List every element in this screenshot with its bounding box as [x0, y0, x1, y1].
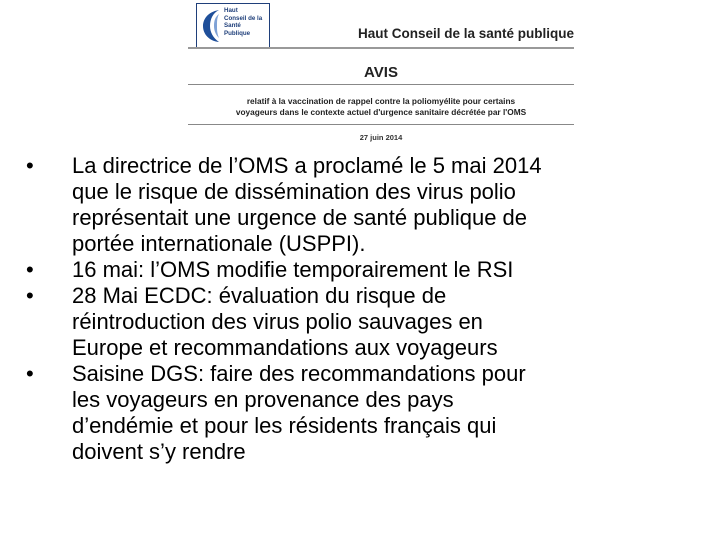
avis-subtitle-line: relatif à la vaccination de rappel contre la poliomyélite pour certains	[246, 96, 516, 106]
bullet-text-line: La directrice de l’OMS a proclamé le 5 mai 2014	[72, 153, 542, 178]
bullet-item	[26, 283, 706, 361]
bullet-icon: •	[26, 361, 34, 386]
bullet-text-line: représentait une urgence de santé publique de	[72, 205, 528, 230]
bullet-icon: •	[26, 283, 34, 308]
logo-text	[224, 7, 268, 37]
bullet-text-line: Saisine DGS: faire des recommandations pour	[72, 361, 526, 386]
header-divider	[188, 47, 574, 49]
document-header-image	[188, 0, 574, 148]
logo-emblem-icon	[201, 8, 221, 44]
bullet-item	[26, 257, 706, 283]
logo-line: Santé	[224, 22, 241, 30]
bullet-icon: •	[26, 257, 34, 282]
hcsp-logo	[196, 3, 270, 49]
logo-line: Haut	[224, 7, 238, 14]
organization-title: Haut Conseil de la santé publique	[357, 26, 574, 41]
logo-line: Publique	[224, 29, 251, 37]
bullet-text-line: d’endémie et pour les résidents français qui	[72, 413, 497, 438]
bullet-text-line: 28 Mai ECDC: évaluation du risque de	[72, 283, 447, 308]
bullet-icon: •	[26, 153, 34, 178]
avis-subtitle-line: voyageurs dans le contexte actuel d'urgence sanitaire décrétée par l'OMS	[235, 107, 527, 117]
bullet-text-line: Europe et recommandations aux voyageurs	[72, 335, 498, 360]
bullet-text-line: les voyageurs en provenance des pays	[72, 387, 454, 412]
avis-subtitle	[188, 96, 574, 118]
bullet-text-line: que le risque de dissémination des virus polio	[72, 179, 516, 204]
divider	[188, 84, 574, 85]
bullet-text-line: portée internationale (USPPI).	[72, 231, 366, 256]
avis-heading: AVIS	[364, 64, 398, 81]
bullet-text-line: réintroduction des virus polio sauvages en	[72, 309, 483, 334]
logo-line: Conseil de la	[224, 14, 263, 22]
bullet-text-line: 16 mai: l’OMS modifie temporairement le RSI	[72, 257, 514, 282]
bullet-list	[26, 153, 706, 465]
bullet-text-line: doivent s’y rendre	[72, 439, 246, 464]
document-date: 27 juin 2014	[359, 133, 403, 142]
divider	[188, 124, 574, 125]
bullet-item	[26, 361, 706, 465]
bullet-item	[26, 153, 706, 257]
